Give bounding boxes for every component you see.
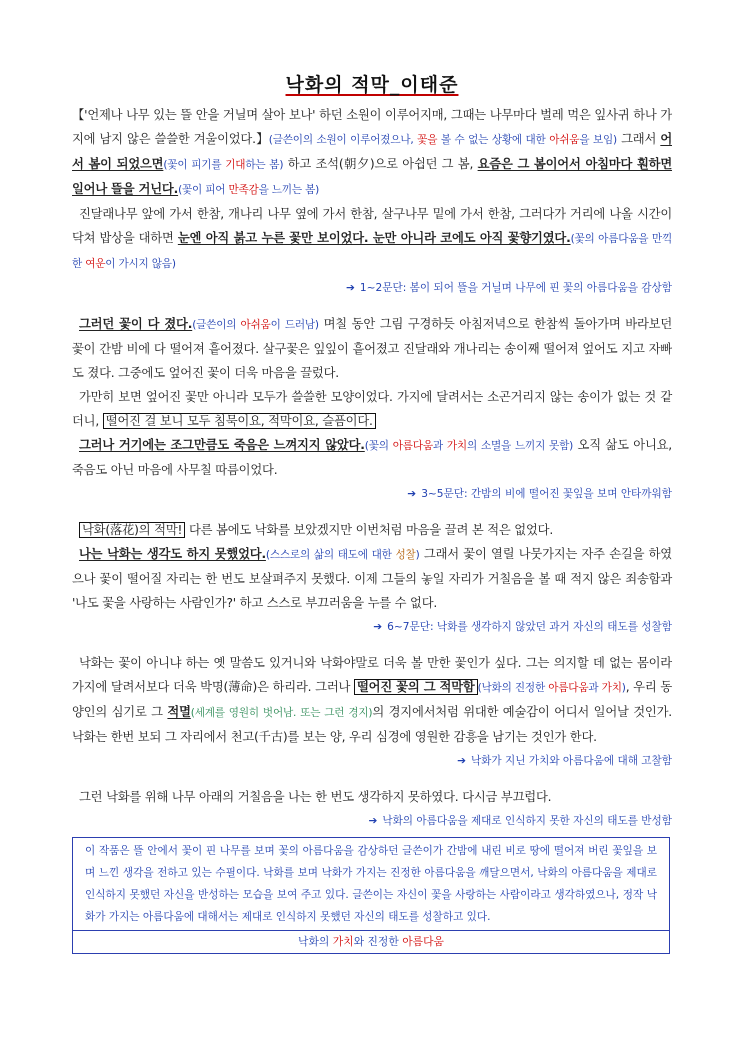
spacer xyxy=(72,643,672,651)
note-text: (꽃이 피어 xyxy=(178,184,229,196)
note-emphasis: 가치 xyxy=(601,682,622,694)
spacer xyxy=(72,304,672,312)
note-emphasis: 기대 xyxy=(225,159,246,171)
p1-underlined-c: 어서 봄이 되었으면 xyxy=(72,132,672,171)
note-text: (스스로의 삶의 태도에 대한 xyxy=(265,549,396,561)
p3-text-b: 며칠 동안 그림 구경하듯 아침저녁으로 한참씩 돌아가며 바라보던 꽃이 간밤 비에 다 떨어져 흩어졌다. 살구꽃은 잎잎이 흩어졌고 진달래와 개나리는 송이째 떨어져 엎어도 지고 자빠도 졌다. 그중에도 엎어진 꽃이 더욱 마음을 끌렀다. xyxy=(72,317,673,380)
summary-2 xyxy=(72,484,672,504)
summary-3 xyxy=(72,617,672,637)
note-text: (글쓴이의 소원이 이루어졌으나, xyxy=(268,134,418,146)
note-emphasis: 아름다움 xyxy=(392,440,433,452)
note-emphasis: 아쉬움 xyxy=(240,319,271,331)
p8-text-a: 낙화는 꽃이 아니냐 하는 옛 말씀도 있거니와 낙화야말로 더욱 볼 만한 꽃인가 싶다. 그는 의지할 데 없는 몸이라 가지에 달려서보다 더욱 박명(薄命)은 하리라. 그러나 xyxy=(72,656,672,694)
p2-underlined-b: 눈엔 아직 붉고 누른 꽃만 보이었다. 눈만 아니라 코에도 아직 꽃향기였다. xyxy=(177,231,571,245)
theme-emphasis: 아름다움 xyxy=(402,935,444,948)
p5-note-1 xyxy=(365,440,573,452)
arrow-right-icon: ➔ xyxy=(373,621,383,633)
p7-underlined-a: 나는 낙화는 생각도 하지 못했었다. xyxy=(79,547,266,561)
document-title xyxy=(72,70,672,97)
p6-text-b: 다른 봄에도 낙화를 보았겠지만 이번처럼 마음을 끌려 본 적은 없었다. xyxy=(185,523,554,537)
note-text: 을 보임) xyxy=(579,134,617,146)
note-text: 이 가시지 않음) xyxy=(105,258,176,270)
p1-text-a: 【'언제나 나무 있는 뜰 안을 거닐며 살아 보나' 하던 소원이 이루어지매, 그때는 나무마다 벌레 먹은 잎사귀 하나 가지에 남지 않은 쓸쓸한 겨울이었다.】 xyxy=(72,108,672,146)
paragraph-7 xyxy=(72,542,672,615)
note-text: 과 xyxy=(432,440,447,452)
p7-text-b: 그래서 꽃이 열릴 나뭇가지는 자주 손길을 하였으나 꽃이 떨어질 자리는 한 번도 보살펴주지 못했다. 이제 그들의 놓일 자리가 거칠음을 볼 때 적지 않은 죄송함과 '나도 꽃을 사랑하는 사람인가?' 하고 스스로 부끄러움을 누를 수 없다. xyxy=(72,547,672,610)
paragraph-2 xyxy=(72,202,672,276)
p8-note-2: (세계를 영원히 벗어남. 또는 그런 경지) xyxy=(190,707,373,719)
note-emphasis: 가치 xyxy=(446,440,467,452)
spacer xyxy=(72,777,672,785)
note-text: ) xyxy=(415,549,420,561)
p2-text-a: 진달래나무 앞에 가서 한참, 개나리 나무 옆에 가서 한참, 살구나무 밑에 가서 한참, 그러다가 거리에 나올 시간이 닥쳐 밥상을 대하면 xyxy=(72,207,672,245)
paragraph-5 xyxy=(72,433,672,482)
summary-box-body: 이 작품은 뜰 안에서 꽃이 핀 나무를 보며 꽃의 아름다움을 감상하던 글쓴이가 간밤에 내린 비로 땅에 떨어져 버린 꽃잎을 보며 느낀 생각을 전하고 있는 수필이다. 낙화를 보며 낙화가 가지는 진정한 아름다움을 깨달으면서, 낙화의 아름다움을 제대로 인식하지 못했던 자신을 반성하는 모습을 보여 주고 있다. 글쓴이는 자신이 꽃을 사랑하는 사람이라고 생각하였으나, 정작 낙화가 가지는 아름다움에 대해서는 제대로 인식하지 못했던 자신의 태도를 성찰하고 있다. xyxy=(85,845,657,923)
p7-note-1 xyxy=(266,549,420,561)
note-emphasis: 아쉬움 xyxy=(549,134,580,146)
p1-note-1 xyxy=(269,134,617,146)
p3-underlined-a: 그러던 꽃이 다 졌다. xyxy=(79,317,193,331)
p1-text-d: 하고 조석(朝夕)으로 아쉽던 그 봄, xyxy=(283,157,478,171)
note-text: (낙화의 진정한 xyxy=(477,682,549,694)
p5-text-b: 오직 삶도 아니요, 죽음도 아닌 마음에 사무칠 따름이었다. xyxy=(72,438,673,477)
summary-box xyxy=(72,837,670,954)
theme-line xyxy=(73,930,669,953)
p5-underlined-a: 그러나 거기에는 조그만큼도 죽음은 느껴지지 않았다. xyxy=(79,438,365,452)
arrow-right-icon: ➔ xyxy=(457,755,466,767)
summary-5 xyxy=(72,811,672,831)
theme-text: 낙화의 xyxy=(298,935,333,948)
p8-boxed-b: 떨어진 꽃의 그 적막함 xyxy=(354,679,478,695)
p1-underlined-e: 요즘은 그 봄이어서 아침마다 훤하면 일어나 뜰을 거닌다. xyxy=(72,157,673,196)
p6-boxed-a: 낙화(落花)의 적막! xyxy=(79,522,185,538)
note-text: 이 드러남) xyxy=(270,319,319,331)
paragraph-3 xyxy=(72,312,672,385)
arrow-right-icon: ➔ xyxy=(407,488,417,500)
p4-boxed-b: 떨어진 걸 보니 모두 침묵이요, 적막이요, 슬픔이다. xyxy=(103,413,376,429)
p8-underlined-d: 적멸 xyxy=(167,705,191,719)
note-text: ) xyxy=(621,682,626,694)
note-emphasis: 성찰 xyxy=(395,549,416,561)
summary-1 xyxy=(72,278,672,298)
summary-text: 낙화의 아름다움을 제대로 인식하지 못한 자신의 태도를 반성함 xyxy=(382,815,672,827)
p8-text-e: 의 경지에서처럼 위대한 예술감이 어디서 일어날 것인가. 낙화는 한번 보되 그 자리에서 천고(千古)를 보는 양, 우리 심경에 영원한 감흥을 남기는 것인가 한다. xyxy=(72,705,672,744)
p8-text-c: , 우리 동양인의 심기로 그 xyxy=(72,680,673,719)
summary-text: 1~2문단: 봄이 되어 뜰을 거닐며 나무에 핀 꽃의 아름다움을 감상함 xyxy=(359,282,672,294)
note-emphasis: 여운 xyxy=(85,258,106,270)
note-text: (꽃이 피기를 xyxy=(163,159,226,171)
summary-text: 6~7문단: 낙화를 생각하지 않았던 과거 자신의 태도를 성찰함 xyxy=(387,621,672,633)
note-text: (글쓴이의 xyxy=(192,319,241,331)
note-emphasis: 아름다움 xyxy=(548,682,589,694)
p8-note-1 xyxy=(478,682,626,694)
theme-text: 와 진정한 xyxy=(353,935,403,948)
note-emphasis: 꽃을 xyxy=(417,134,438,146)
paragraph-9: 그런 낙화를 위해 나무 아래의 거칠음을 나는 한 번도 생각하지 못하였다. 다시금 부끄럽다. xyxy=(79,790,552,804)
note-text: (꽃의 아름다움을 만끽한 xyxy=(72,233,672,270)
p1-note-2 xyxy=(163,159,283,171)
note-text: 볼 수 없는 상황에 대한 xyxy=(437,134,550,146)
summary-text: 3~5문단: 간밤의 비에 떨어진 꽃잎을 보며 안타까워함 xyxy=(421,488,672,500)
theme-emphasis: 가치 xyxy=(332,935,354,948)
arrow-right-icon: ➔ xyxy=(346,282,355,294)
paragraph-1 xyxy=(72,103,672,202)
p4-text-a: 가만히 보면 엎어진 꽃만 아니라 모두가 쓸쓸한 모양이었다. 가지에 달려서는 소곤거리지 않는 송이가 없는 것 같더니, xyxy=(72,390,672,428)
spacer xyxy=(72,510,672,518)
summary-text: 낙화가 지닌 가치와 아름다움에 대해 고찰함 xyxy=(470,755,672,767)
note-text: 하는 봄) xyxy=(245,159,284,171)
note-text: (꽃의 xyxy=(364,440,393,452)
note-emphasis: 만족감 xyxy=(228,184,259,196)
summary-4 xyxy=(72,751,672,771)
paragraph-6 xyxy=(72,518,672,542)
paragraph-4 xyxy=(72,385,672,433)
note-text: 을 느끼는 봄) xyxy=(258,184,320,196)
p3-note-1 xyxy=(192,319,319,331)
p1-note-3 xyxy=(178,184,319,196)
note-text: 과 xyxy=(588,682,602,694)
paragraph-8 xyxy=(72,651,672,749)
p1-text-b: 그래서 xyxy=(616,132,661,146)
arrow-right-icon: ➔ xyxy=(368,815,378,827)
note-text: 의 소멸을 느끼지 못함) xyxy=(466,440,574,452)
title-text: 낙화의 적막_이태준 xyxy=(285,74,459,96)
document-page xyxy=(72,0,672,954)
